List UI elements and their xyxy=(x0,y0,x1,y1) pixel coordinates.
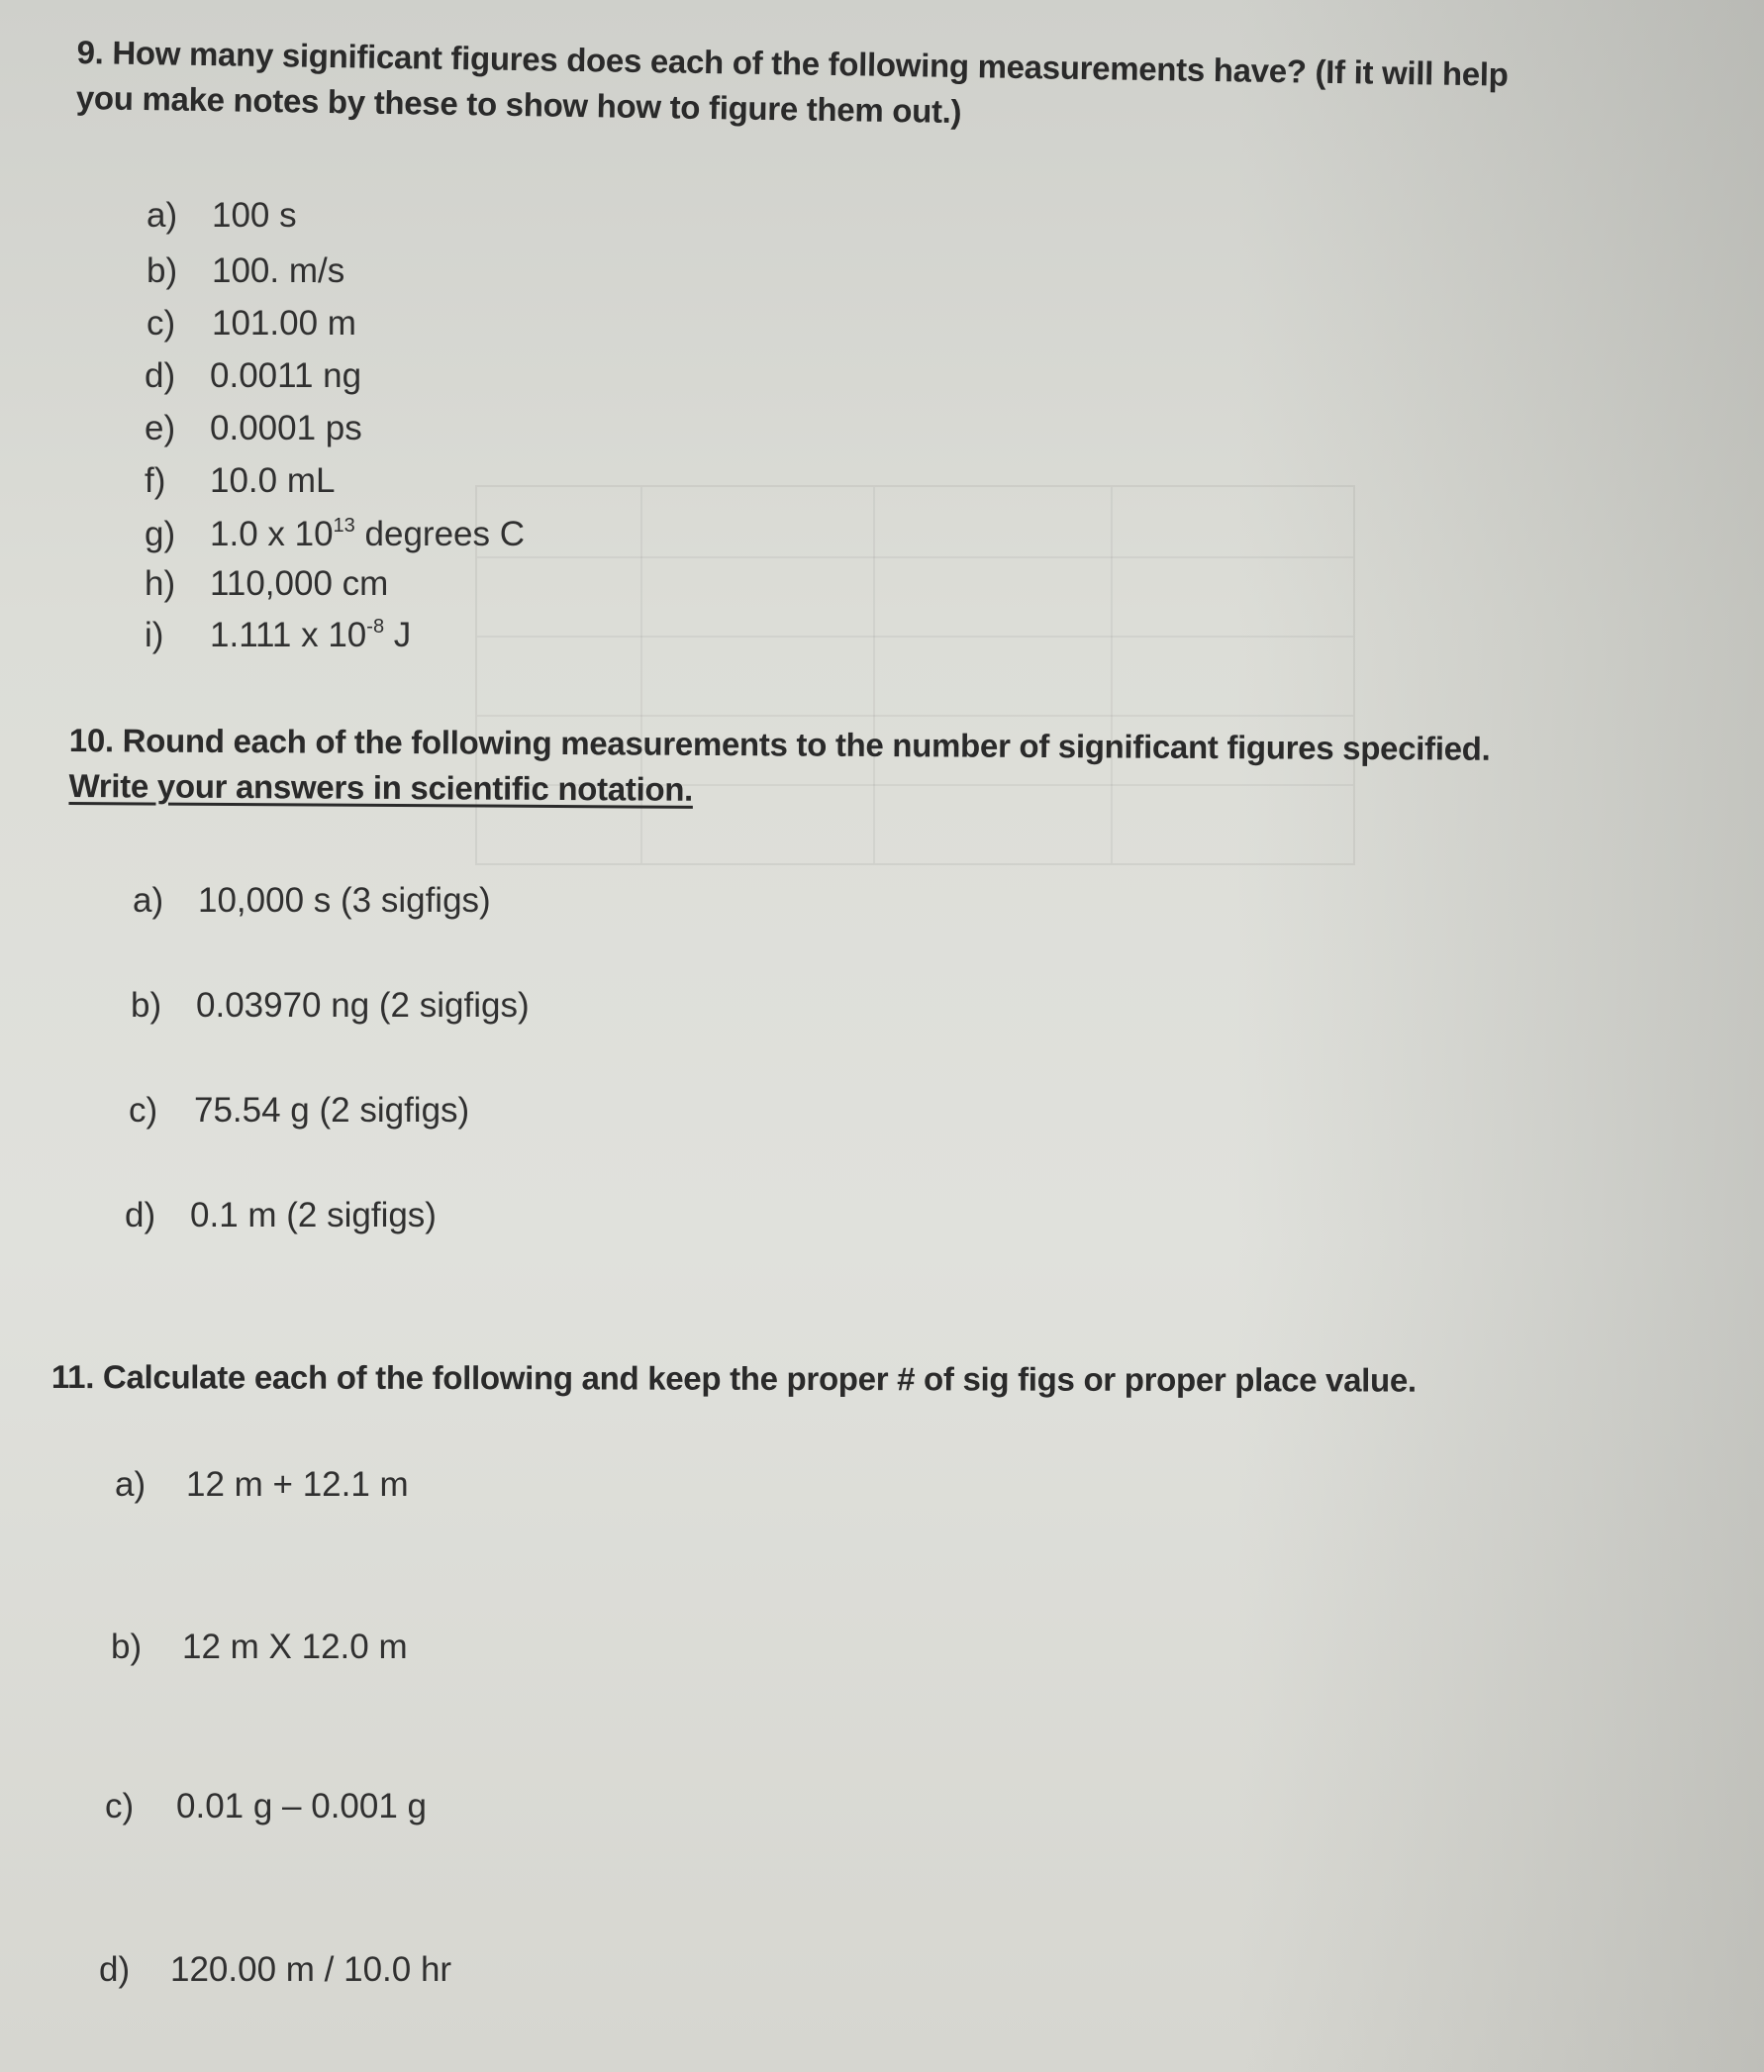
item-value: 100 s xyxy=(212,196,297,235)
item-label: g) xyxy=(145,515,176,553)
item-value: 120.00 m / 10.0 hr xyxy=(170,1950,452,1989)
item-label: d) xyxy=(125,1196,156,1234)
question-9-line-2: you make notes by these to show how to figure them out.) xyxy=(75,78,962,131)
item-label: i) xyxy=(145,616,164,654)
item-value: 10.0 mL xyxy=(210,461,336,500)
item-label: a) xyxy=(147,196,178,235)
q9-item-g xyxy=(145,513,525,556)
item-value: 0.01 g – 0.001 g xyxy=(176,1787,427,1825)
q10-item-c xyxy=(129,1089,469,1133)
item-value: 75.54 g (2 sigfigs) xyxy=(194,1091,470,1130)
q9-item-f xyxy=(145,459,335,503)
item-value-unit: degrees C xyxy=(354,515,526,553)
question-10-heading xyxy=(68,718,1490,818)
item-label: h) xyxy=(145,564,176,603)
item-label: c) xyxy=(105,1787,135,1825)
item-label: b) xyxy=(131,986,162,1025)
item-label: a) xyxy=(115,1465,147,1504)
q9-item-b xyxy=(147,249,344,293)
q10-item-b xyxy=(131,984,530,1028)
q9-item-i xyxy=(145,614,411,657)
question-11-heading xyxy=(51,1354,1417,1404)
q10-item-a xyxy=(133,879,491,923)
item-label: c) xyxy=(147,304,176,343)
q9-item-a xyxy=(147,194,297,238)
item-label: e) xyxy=(145,409,176,447)
question-9-heading xyxy=(76,30,1509,144)
item-value-exponent: 13 xyxy=(333,515,355,537)
question-11-line-1: 11. Calculate each of the following and keep the proper # of sig figs or proper place value. xyxy=(50,1358,1417,1399)
question-9-line-1: 9. How many significant figures does each of the following measurements have? (If it will help xyxy=(76,33,1509,93)
q11-item-c xyxy=(105,1785,427,1828)
item-label: f) xyxy=(145,461,166,500)
item-value-base: 1.0 x 10 xyxy=(210,515,334,553)
q11-item-d xyxy=(99,1948,451,1992)
item-value: 0.1 m (2 sigfigs) xyxy=(190,1196,437,1234)
item-value: 0.03970 ng (2 sigfigs) xyxy=(196,986,530,1025)
item-value: 101.00 m xyxy=(212,304,356,343)
q9-item-h xyxy=(145,562,388,606)
q10-item-d xyxy=(125,1194,437,1237)
item-value-exponent: -8 xyxy=(366,616,385,638)
question-10-line-1: 10. Round each of the following measurements to the number of significant figures specified. xyxy=(68,721,1491,767)
item-label: d) xyxy=(145,356,176,395)
item-value: 100. m/s xyxy=(212,251,345,290)
item-value: 0.0001 ps xyxy=(210,409,362,447)
item-value: 0.0011 ng xyxy=(210,356,362,395)
q9-item-c xyxy=(147,302,356,345)
item-value: 110,000 cm xyxy=(210,564,389,603)
item-value: 12 m X 12.0 m xyxy=(182,1628,408,1666)
item-value: 12 m + 12.1 m xyxy=(186,1465,409,1504)
item-value-unit: J xyxy=(384,616,412,654)
q9-item-d xyxy=(145,354,361,398)
item-label: d) xyxy=(99,1950,131,1989)
q9-item-e xyxy=(145,407,362,450)
question-10-line-2: Write your answers in scientific notation. xyxy=(68,766,694,808)
item-label: c) xyxy=(129,1091,158,1130)
item-label: b) xyxy=(147,251,178,290)
q11-item-b xyxy=(111,1626,408,1669)
item-label: b) xyxy=(111,1628,143,1666)
q11-item-a xyxy=(115,1463,409,1507)
item-value-base: 1.111 x 10 xyxy=(210,616,367,654)
item-value: 10,000 s (3 sigfigs) xyxy=(198,881,491,920)
item-label: a) xyxy=(133,881,164,920)
